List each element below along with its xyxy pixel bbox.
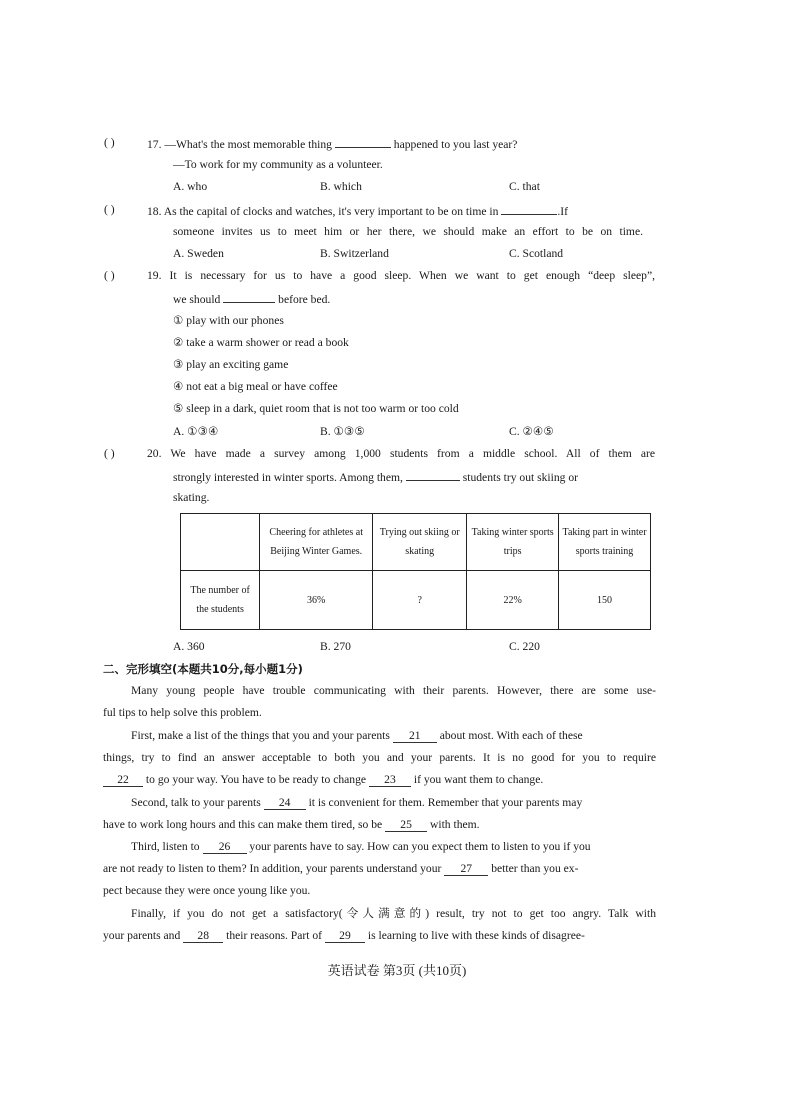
q19-option-a: A. ①③④ (173, 425, 219, 438)
cloze-blank-23: 23 (369, 773, 411, 787)
q19-item-1: ① play with our phones (173, 314, 284, 327)
q18-option-c: C. Scotland (509, 247, 564, 260)
table-cell: 150 (559, 571, 651, 630)
q20-option-b: B. 270 (320, 640, 351, 653)
paragraph-5-line-1: Finally, if you do not get a satisfactory(令人满意的) result, try not to get too angry. Talk with (131, 907, 656, 920)
cloze-blank-29: 29 (325, 929, 365, 943)
q19-option-b: B. ①③⑤ (320, 425, 365, 438)
q17-line2: —To work for my community as a volunteer. (173, 158, 383, 171)
table-header: Trying out skiing or skating (373, 514, 467, 571)
q19-item-4: ④ not eat a big meal or have coffee (173, 380, 338, 393)
paragraph-2-line-2: things, try to find an answer acceptable to both you and your parents. It is no good for you to require (103, 751, 656, 764)
cloze-blank-24: 24 (264, 796, 306, 810)
q19-option-c: C. ②④⑤ (509, 425, 554, 438)
table-header: Taking winter sports trips (467, 514, 559, 571)
paragraph-4-line-2: are not ready to listen to them? In addition, your parents understand your 27 better than you ex- (103, 862, 579, 875)
table-row-label: The number of the students (181, 571, 260, 630)
section-heading: 二、完形填空(本题共10分,每小题1分) (103, 662, 303, 676)
q19-item-5: ⑤ sleep in a dark, quiet room that is not too warm or too cold (173, 402, 459, 415)
q18-line2: someone invites us to meet him or her there, we should make an effort to be on time. (173, 225, 643, 238)
survey-table (180, 513, 651, 630)
table-cell: 36% (260, 571, 373, 630)
paragraph-3-line-1: Second, talk to your parents 24 it is convenient for them. Remember that your parents may (131, 796, 583, 809)
q20-blank (406, 469, 460, 481)
q17-blank (335, 136, 391, 148)
paragraph-5-line-2: your parents and 28 their reasons. Part of 29 is learning to live with these kinds of disagree- (103, 929, 585, 942)
paragraph-1-line-2: ful tips to help solve this problem. (103, 706, 262, 719)
cloze-blank-25: 25 (385, 818, 427, 832)
cloze-blank-21: 21 (393, 729, 437, 743)
q18-option-b: B. Switzerland (320, 247, 389, 260)
q17-option-a: A. who (173, 180, 208, 193)
q20-option-c: C. 220 (509, 640, 540, 653)
table-cell: ? (373, 571, 467, 630)
q19-blank (223, 291, 275, 303)
q20-line3: skating. (173, 491, 210, 504)
paragraph-4-line-3: pect because they were once young like you. (103, 884, 311, 897)
q20-option-a: A. 360 (173, 640, 205, 653)
answer-paren-18: ( ) (104, 203, 115, 216)
cloze-blank-26: 26 (203, 840, 247, 854)
table-corner (181, 514, 260, 571)
answer-paren-19: ( ) (104, 269, 115, 282)
cloze-blank-22: 22 (103, 773, 143, 787)
table-header: Taking part in winter sports training (559, 514, 651, 571)
paragraph-1-line-1: Many young people have trouble communicating with their parents. However, there are some use- (131, 684, 656, 697)
answer-paren-17: ( ) (104, 136, 115, 149)
q17-option-b: B. which (320, 180, 362, 193)
paragraph-4-line-1: Third, listen to 26 your parents have to say. How can you expect them to listen to you if you (131, 840, 591, 853)
q19-line2: we should before bed. (173, 293, 331, 306)
q17-option-c: C. that (509, 180, 540, 193)
paragraph-3-line-2: have to work long hours and this can make them tired, so be 25 with them. (103, 818, 480, 831)
paragraph-2-line-1: First, make a list of the things that you and your parents 21 about most. With each of these (131, 729, 583, 742)
table-header: Cheering for athletes at Beijing Winter Games. (260, 514, 373, 571)
page-footer: 英语试卷 第3页 (共10页) (327, 963, 467, 978)
q19-item-2: ② take a warm shower or read a book (173, 336, 349, 349)
q18-stem: 18. As the capital of clocks and watches, it's very important to be on time in .If (147, 205, 568, 218)
q18-blank (501, 203, 557, 215)
cloze-blank-28: 28 (183, 929, 223, 943)
paragraph-2-line-3: 22 to go your way. You have to be ready to change 23 if you want them to change. (103, 773, 543, 787)
q19-line1: 19. It is necessary for us to have a good sleep. When we want to get enough “deep sleep”, (147, 269, 655, 282)
cloze-blank-27: 27 (444, 862, 488, 876)
q20-line1: 20. We have made a survey among 1,000 students from a middle school. All of them are (147, 447, 655, 460)
answer-paren-20: ( ) (104, 447, 115, 460)
table-cell: 22% (467, 571, 559, 630)
q19-item-3: ③ play an exciting game (173, 358, 289, 371)
q18-option-a: A. Sweden (173, 247, 224, 260)
q20-line2: strongly interested in winter sports. Among them, students try out skiing or (173, 471, 579, 484)
q17-stem: 17. —What's the most memorable thing happened to you last year? (147, 138, 518, 151)
